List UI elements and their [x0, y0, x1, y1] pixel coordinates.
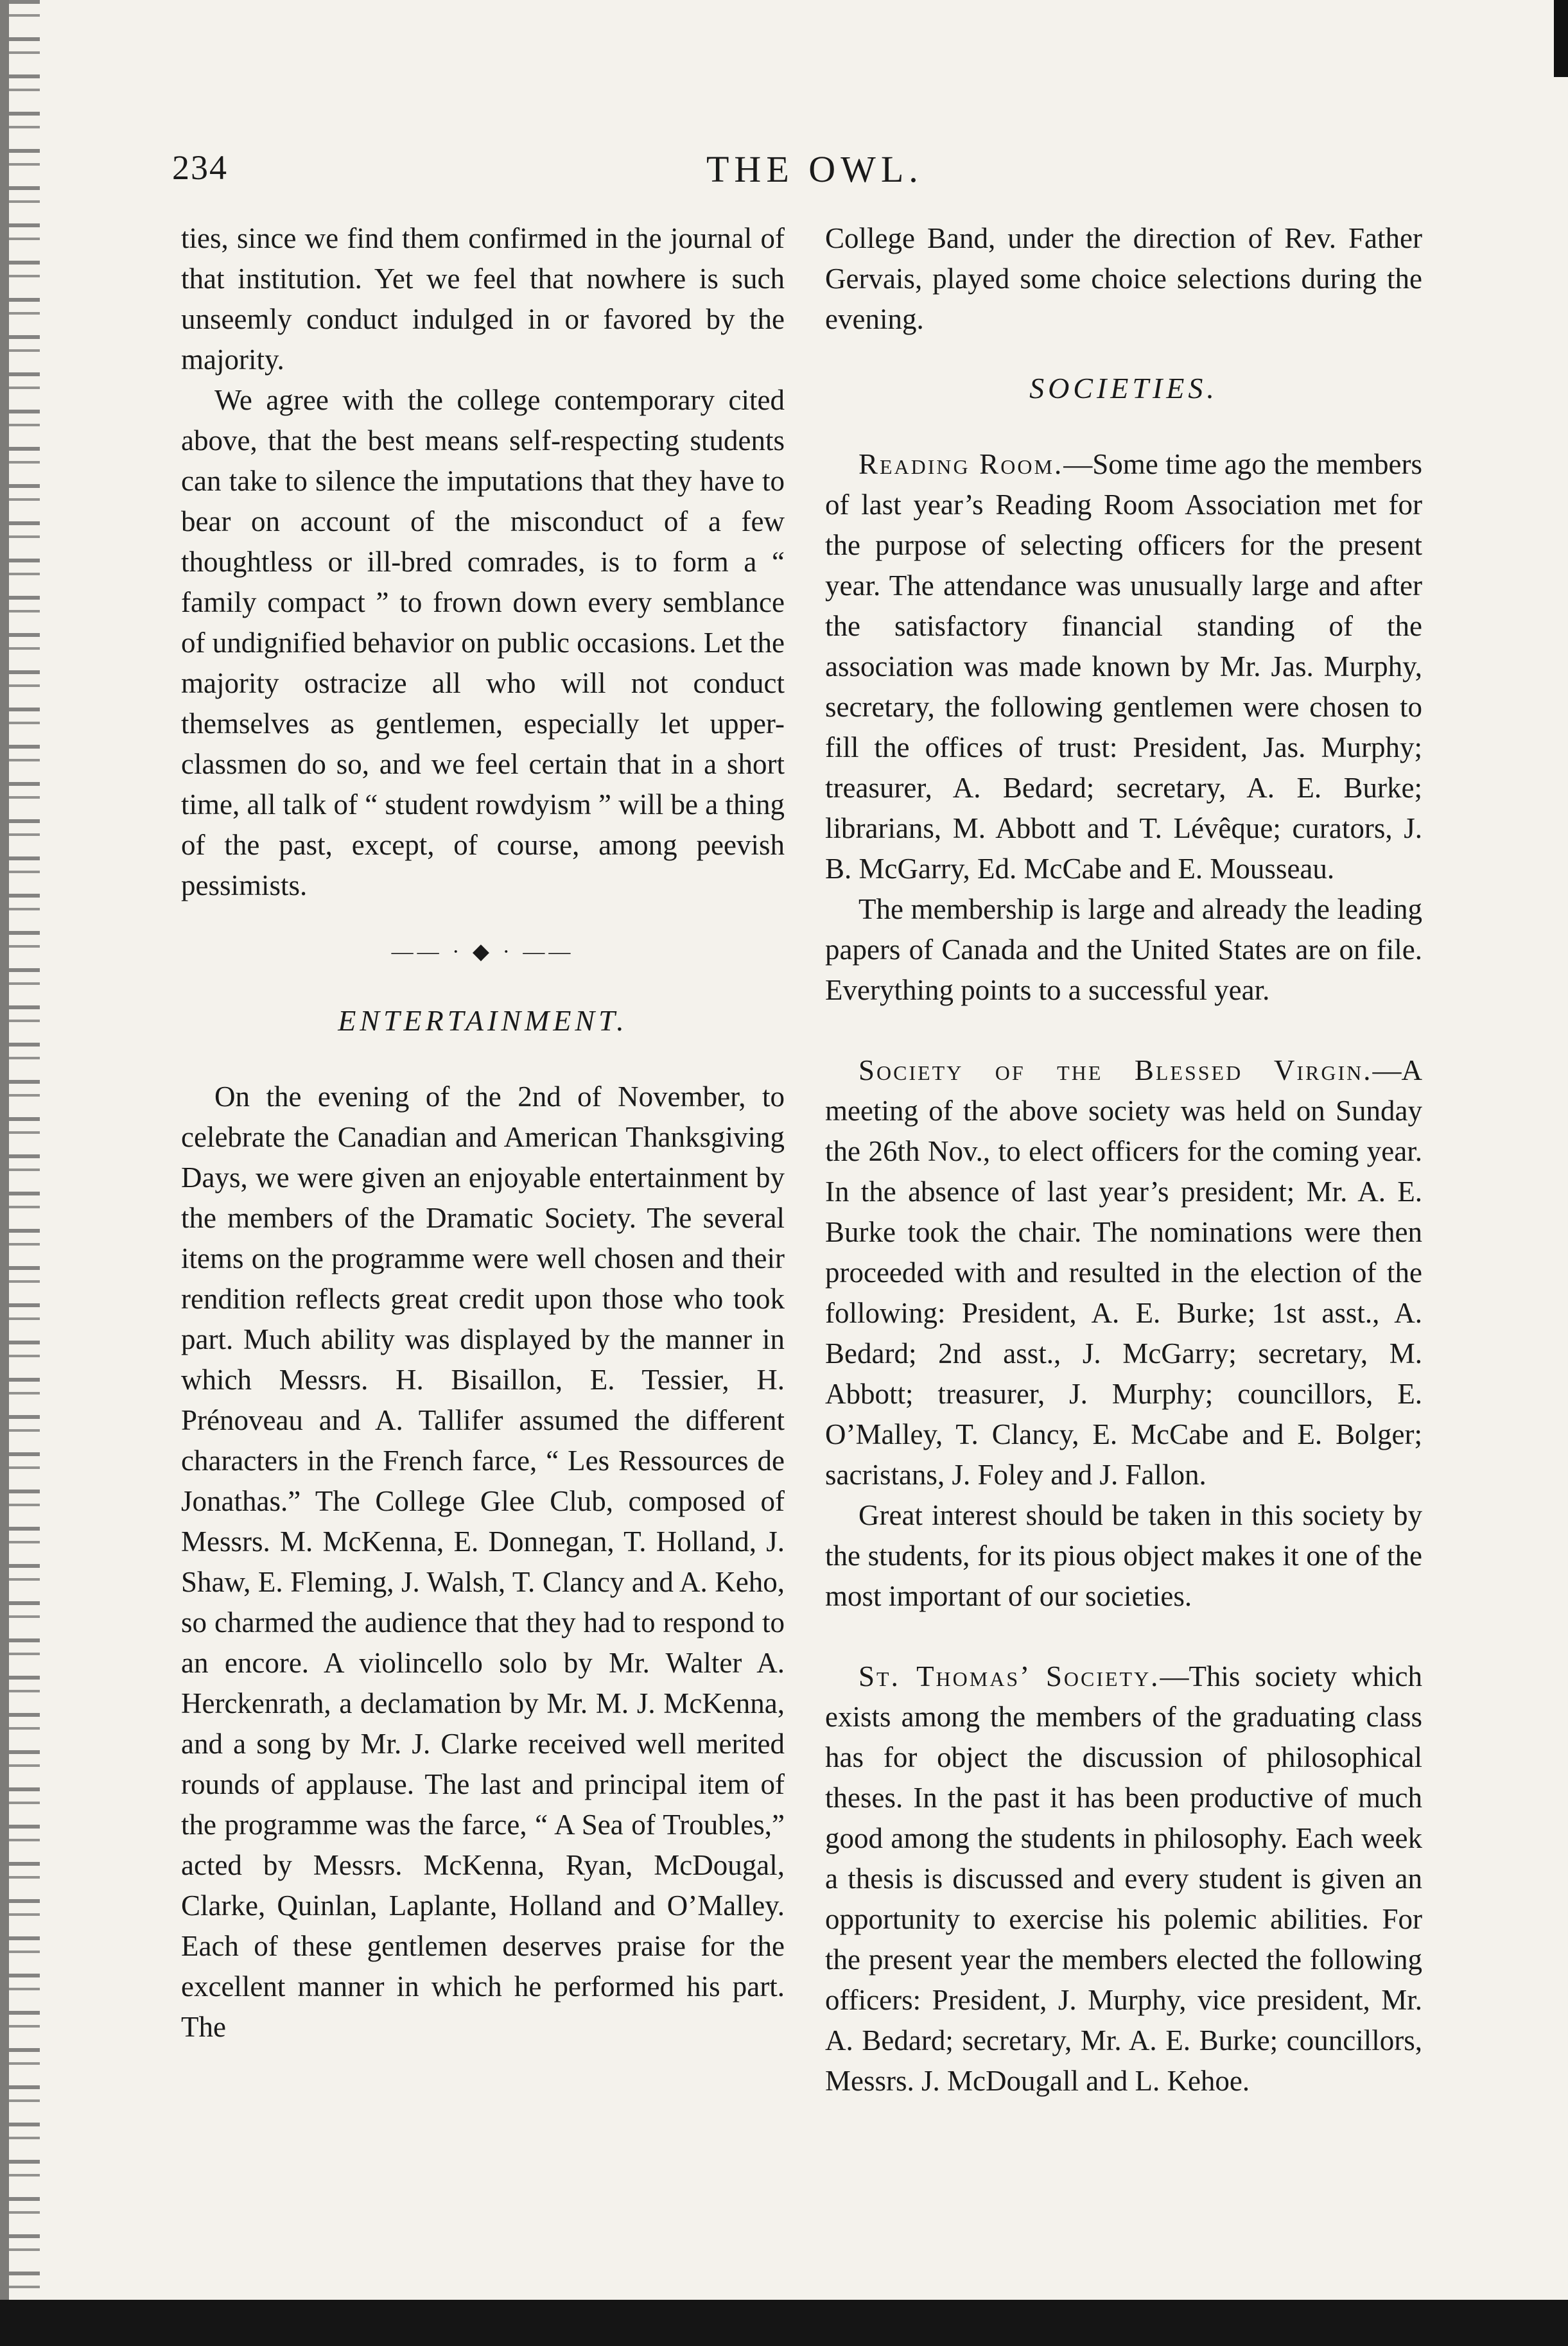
paragraph-reading-room [825, 444, 1422, 889]
running-title: THE OWL. [706, 148, 923, 190]
blessed-virgin-text: —A meeting of the above society was held on Sunday the 26th Nov., to elect officers for the coming year. In the absence of last year’s president; Mr. A. E. Burke took the chair. The nominations were then proceeded with and resulted in the election of the following: President, A. E. Burke; 1st asst., A. Bedard; 2nd asst., J. McGarry; secretary, M. Abbott; treasurer, J. Murphy; councillors, E. O’Malley, T. Clancy, E. McCabe and E. Bolger; sacristans, J. Foley and J. Fallon. [825, 1054, 1422, 1491]
left-column [181, 218, 785, 2047]
heading-societies: SOCIETIES. [1029, 372, 1218, 404]
spacer [825, 1011, 1422, 1050]
page-header [0, 148, 1568, 199]
blessed-virgin-lead: Society of the Blessed Virgin. [858, 1054, 1373, 1086]
paragraph-reading-room-membership: The membership is large and already the leading papers of Canada and the United States are on file. Everything points to a successful year. [825, 893, 1422, 1006]
reading-room-lead: Reading Room. [858, 448, 1064, 480]
st-thomas-lead: St. Thomas’ Society. [858, 1660, 1160, 1692]
spacer [825, 1617, 1422, 1656]
paragraph-family-compact: We agree with the college contemporary cited above, that the best means self-respecting students can take to silence the imputations that they have to bear on account of the misconduct of a few thoughtless or ill-bred comrades, is to form a “ family compact ” to frown down every semblance of undignified behavior on public occasions. Let the majority ostracize all who will not conduct themselves as gentlemen, especially let upper-classmen do so, and we feel certain that in a short time, all talk of “ student rowdyism ” will be a thing of the past, except, of course, among peevish pessimists. [181, 384, 785, 901]
page-number: 234 [172, 148, 228, 187]
paragraph-continued: ties, since we find them confirmed in the journal of that institution. Yet we feel that nowhere is such unseemly conduct indulged in or favored by the majority. [181, 222, 785, 376]
st-thomas-text: —This society which exists among the members of the graduating class has for object the discussion of philosophical theses. In the past it has been productive of much good among the students in philosophy. Each week a thesis is discussed and every student is given an opportunity to exercise his polemic abilities. For the present year the members elected the following officers: President, J. Murphy, vice president, Mr. A. Bedard; secretary, Mr. A. E. Burke; councillors, Messrs. J. McDougall and L. Kehoe. [825, 1660, 1422, 2097]
paragraph-blessed-virgin [825, 1050, 1422, 1495]
section-divider-ornament: —— · ◆ · —— [391, 940, 575, 964]
right-column [825, 218, 1422, 2101]
scanned-page-edge [0, 0, 40, 2346]
paragraph-st-thomas [825, 1656, 1422, 2101]
scan-bottom-edge [0, 2300, 1568, 2346]
scan-corner-mark [1554, 0, 1568, 77]
paragraph-entertainment: On the evening of the 2nd of November, to celebrate the Canadian and American Thanksgiving Days, we were given an enjoyable entertainment by the members of the Dramatic Society. The several items on the programme were well chosen and their rendition reflects great credit upon those who took part. Much ability was displayed by the manner in which Messrs. H. Bisaillon, E. Tessier, H. Prénoveau and A. Tallifer assumed the different characters in the French farce, “ Les Ressources de Jonathas.” The College Glee Club, composed of Messrs. M. McKenna, E. Donnegan, T. Holland, J. Shaw, E. Fleming, J. Walsh, T. Clancy and A. Keho, so charmed the audience that they had to respond to an encore. A violincello solo by Mr. Walter A. Herckenrath, a declamation by Mr. M. J. McKenna, and a song by Mr. J. Clarke received well merited rounds of applause. The last and principal item of the programme was the farce, “ A Sea of Troubles,” acted by Messrs. McKenna, Ryan, McDougal, Clarke, Quinlan, Laplante, Holland and O’Malley. Each of these gentlemen deserves praise for the excellent manner in which he performed his part. The [181, 1081, 785, 2043]
paragraph-blessed-virgin-interest: Great interest should be taken in this society by the students, for its pious object makes it one of the most important of our societies. [825, 1499, 1422, 1612]
heading-entertainment: ENTERTAINMENT. [338, 1004, 628, 1037]
reading-room-text: —Some time ago the members of last year’s Reading Room Association met for the purpose of selecting officers for the present year. The attendance was unusually large and after the satisfactory financial standing of the association was made known by Mr. Jas. Murphy, secretary, the following gentlemen were chosen to fill the offices of trust: President, Jas. Murphy; treasurer, A. Bedard; secretary, A. E. Burke; librarians, M. Abbott and T. Lévêque; curators, J. B. McGarry, Ed. McCabe and E. Mousseau. [825, 448, 1422, 885]
paragraph-college-band: College Band, under the direction of Rev. Father Gervais, played some choice selections during the evening. [825, 222, 1422, 335]
